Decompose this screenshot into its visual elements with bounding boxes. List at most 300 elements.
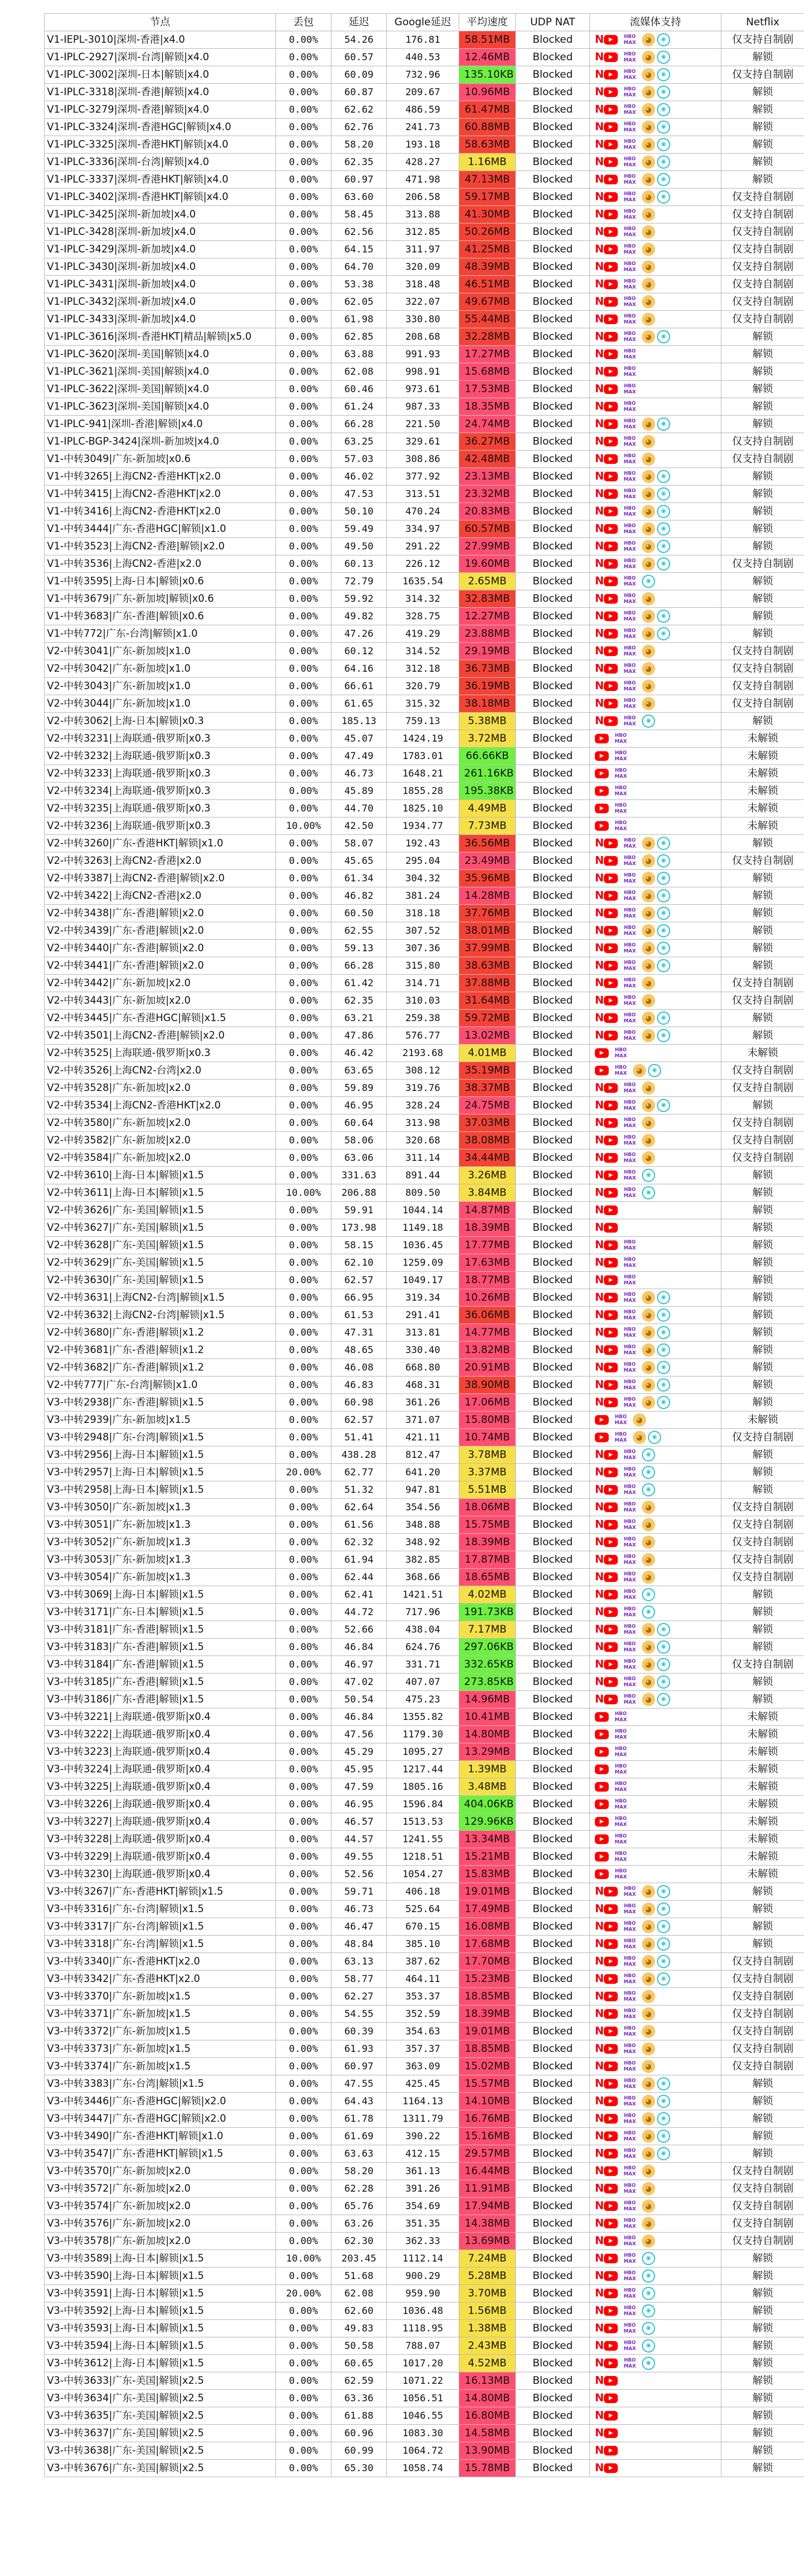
youtube-icon: ▶: [604, 314, 618, 324]
cell-streaming: [590, 1045, 721, 1062]
table-row: [45, 1534, 804, 1551]
table-row: [45, 451, 804, 468]
cell-netflix: 解锁: [721, 136, 804, 154]
bahamut-icon: ◕: [642, 1675, 655, 1689]
hbo-max-icon: HBO MAX: [623, 139, 636, 150]
hbo-max-icon: HBO MAX: [623, 278, 636, 290]
bilibili-icon: ◉: [657, 173, 670, 186]
cell-udp-nat: Blocked: [516, 643, 590, 660]
cell-loss: 0.00%: [276, 1656, 331, 1674]
bahamut-icon: ◕: [642, 487, 655, 501]
cell-avg-speed: 7.24MB: [459, 2250, 516, 2268]
netflix-icon: N: [595, 2130, 605, 2142]
cell-avg-speed: 29.19MB: [459, 643, 516, 660]
netflix-icon: N: [595, 2217, 605, 2230]
table-row: [45, 1446, 804, 1464]
cell-loss: 0.00%: [276, 2355, 331, 2372]
cell-google-latency: 438.04: [387, 1621, 459, 1639]
cell-loss: 0.00%: [276, 905, 331, 922]
cell-udp-nat: Blocked: [516, 189, 590, 206]
hbo-max-icon: HBO MAX: [614, 1711, 627, 1722]
netflix-icon: N: [595, 837, 605, 849]
netflix-icon: N: [595, 2147, 605, 2160]
bahamut-icon: ◕: [642, 1501, 655, 1514]
cell-netflix: 解锁: [721, 2110, 804, 2128]
table-row: [45, 1586, 804, 1604]
cell-google-latency: 313.51: [387, 486, 459, 503]
hbo-max-icon: HBO MAX: [623, 907, 636, 919]
cell-node: V3-中转3228|上海联通-俄罗斯|x0.4: [45, 1831, 276, 1848]
cell-loss: 0.00%: [276, 765, 331, 783]
bilibili-icon: ◉: [657, 155, 670, 169]
cell-streaming: [590, 2128, 721, 2145]
cell-avg-speed: 135.10KB: [459, 66, 516, 84]
cell-streaming: [590, 1167, 721, 1184]
cell-google-latency: 1825.10: [387, 800, 459, 818]
cell-google-latency: 209.67: [387, 84, 459, 101]
cell-loss: 0.00%: [276, 870, 331, 887]
cell-avg-speed: 38.08MB: [459, 1132, 516, 1149]
cell-latency: 58.20: [331, 2163, 387, 2180]
bahamut-icon: ◕: [642, 854, 655, 868]
cell-udp-nat: Blocked: [516, 2163, 590, 2180]
cell-loss: 0.00%: [276, 713, 331, 730]
cell-avg-speed: 332.65KB: [459, 1656, 516, 1674]
cell-netflix: 仅支持自制剧: [721, 258, 804, 276]
cell-node: V3-中转3225|上海联通-俄罗斯|x0.4: [45, 1778, 276, 1796]
youtube-icon: ▶: [604, 1240, 618, 1250]
cell-node: V2-中转3680|广东-香港|解锁|x1.2: [45, 1324, 276, 1342]
cell-streaming: [590, 1446, 721, 1464]
youtube-icon: ▶: [604, 978, 618, 988]
table-row: [45, 1359, 804, 1377]
cell-netflix: 解锁: [721, 835, 804, 852]
bahamut-icon: ◕: [642, 924, 655, 937]
cell-node: V1-IPLC-3002|深圳-日本|解锁|x4.0: [45, 66, 276, 84]
cell-google-latency: 973.61: [387, 381, 459, 398]
cell-node: V2-中转3236|上海联通-俄罗斯|x0.3: [45, 818, 276, 835]
cell-udp-nat: Blocked: [516, 1114, 590, 1132]
youtube-icon: ▶: [595, 804, 609, 813]
cell-avg-speed: 36.56MB: [459, 835, 516, 852]
youtube-icon: ▶: [604, 2446, 618, 2456]
cell-netflix: 解锁: [721, 905, 804, 922]
cell-avg-speed: 129.96KB: [459, 1813, 516, 1831]
cell-google-latency: 308.12: [387, 1062, 459, 1080]
cell-node: V3-中转3183|广东-香港|解锁|x1.5: [45, 1639, 276, 1656]
netflix-icon: N: [595, 1658, 605, 1671]
hbo-max-icon: HBO MAX: [623, 86, 636, 98]
cell-loss: 0.00%: [276, 2040, 331, 2058]
cell-udp-nat: Blocked: [516, 293, 590, 311]
cell-loss: 0.00%: [276, 1289, 331, 1307]
cell-udp-nat: Blocked: [516, 783, 590, 800]
cell-udp-nat: Blocked: [516, 2268, 590, 2285]
cell-streaming: [590, 1010, 721, 1027]
netflix-icon: N: [595, 1972, 605, 1985]
netflix-icon: N: [595, 1553, 605, 1566]
netflix-icon: N: [595, 1501, 605, 1513]
cell-loss: 0.00%: [276, 363, 331, 381]
bahamut-icon: ◕: [642, 1902, 655, 1916]
cell-loss: 0.00%: [276, 258, 331, 276]
youtube-icon: ▶: [604, 245, 618, 254]
cell-node: V3-中转3371|广东-新加坡|x1.5: [45, 2005, 276, 2023]
cell-avg-speed: 17.06MB: [459, 1394, 516, 1411]
cell-loss: 0.00%: [276, 992, 331, 1010]
cell-node: V3-中转3051|广东-新加坡|x1.3: [45, 1516, 276, 1534]
bilibili-icon: ◉: [657, 837, 670, 850]
netflix-icon: N: [595, 2392, 605, 2404]
cell-netflix: 解锁: [721, 1324, 804, 1342]
hbo-max-icon: HBO MAX: [623, 488, 636, 499]
cell-latency: 54.26: [331, 31, 387, 49]
cell-google-latency: 382.85: [387, 1551, 459, 1569]
cell-latency: 61.94: [331, 1551, 387, 1569]
cell-netflix: 解锁: [721, 2268, 804, 2285]
table-row: [45, 1516, 804, 1534]
cell-latency: 64.16: [331, 660, 387, 678]
bahamut-icon: ◕: [642, 697, 655, 710]
cell-avg-speed: 18.39MB: [459, 2005, 516, 2023]
cell-google-latency: 307.52: [387, 922, 459, 940]
cell-latency: 63.06: [331, 1149, 387, 1167]
hbo-max-icon: HBO MAX: [623, 313, 636, 325]
cell-netflix: 解锁: [721, 2128, 804, 2145]
cell-loss: 0.00%: [276, 1586, 331, 1604]
youtube-icon: ▶: [604, 2463, 618, 2473]
table-row: [45, 1202, 804, 1219]
cell-google-latency: 1083.30: [387, 2425, 459, 2442]
cell-streaming: [590, 2005, 721, 2023]
netflix-icon: N: [595, 592, 605, 605]
cell-avg-speed: 55.44MB: [459, 311, 516, 328]
cell-loss: 0.00%: [276, 1080, 331, 1097]
cell-streaming: [590, 363, 721, 381]
cell-streaming: [590, 2110, 721, 2128]
cell-streaming: [590, 835, 721, 852]
cell-latency: 52.66: [331, 1621, 387, 1639]
bahamut-icon: ◕: [642, 470, 655, 483]
cell-loss: 0.00%: [276, 1639, 331, 1656]
cell-netflix: 仅支持自制剧: [721, 1080, 804, 1097]
cell-avg-speed: 60.88MB: [459, 119, 516, 136]
cell-google-latency: 1095.27: [387, 1743, 459, 1761]
hbo-max-icon: HBO MAX: [623, 208, 636, 220]
table-row: [45, 2407, 804, 2425]
youtube-icon: ▶: [604, 1537, 618, 1547]
table-row: [45, 1569, 804, 1586]
cell-google-latency: 412.15: [387, 2145, 459, 2163]
cell-loss: 0.00%: [276, 1918, 331, 1936]
cell-google-latency: 348.88: [387, 1516, 459, 1534]
table-row: [45, 940, 804, 957]
netflix-icon: N: [595, 260, 605, 273]
hbo-max-icon: HBO MAX: [623, 1484, 636, 1495]
cell-latency: 47.31: [331, 1324, 387, 1342]
youtube-icon: ▶: [595, 769, 609, 778]
cell-avg-speed: 17.70MB: [459, 1953, 516, 1971]
cell-loss: 0.00%: [276, 328, 331, 346]
cell-udp-nat: Blocked: [516, 1377, 590, 1394]
youtube-icon: ▶: [604, 1363, 618, 1372]
cell-google-latency: 668.80: [387, 1359, 459, 1377]
cell-node: V3-中转3372|广东-新加坡|x1.5: [45, 2023, 276, 2040]
bahamut-icon: ◕: [642, 260, 655, 274]
cell-google-latency: 1635.54: [387, 573, 459, 590]
youtube-icon: ▶: [604, 175, 618, 184]
hbo-max-icon: HBO MAX: [623, 2095, 636, 2107]
cell-streaming: [590, 1272, 721, 1289]
cell-udp-nat: Blocked: [516, 1813, 590, 1831]
youtube-icon: ▶: [595, 1712, 609, 1722]
cell-streaming: [590, 852, 721, 870]
hbo-max-icon: HBO MAX: [623, 960, 636, 971]
cell-latency: 45.65: [331, 852, 387, 870]
youtube-icon: ▶: [604, 2376, 618, 2386]
cell-udp-nat: Blocked: [516, 1988, 590, 2005]
cell-netflix: 解锁: [721, 1481, 804, 1499]
cell-udp-nat: Blocked: [516, 1936, 590, 1953]
cell-google-latency: 987.33: [387, 398, 459, 416]
cell-latency: 59.92: [331, 590, 387, 608]
hbo-max-icon: HBO MAX: [614, 1047, 627, 1058]
netflix-icon: N: [595, 1134, 605, 1146]
hbo-max-icon: HBO MAX: [623, 2008, 636, 2019]
cell-google-latency: 320.79: [387, 678, 459, 695]
bahamut-icon: ◕: [642, 2199, 655, 2213]
hbo-max-icon: HBO MAX: [623, 383, 636, 395]
hbo-max-icon: HBO MAX: [623, 243, 636, 255]
cell-streaming: [590, 957, 721, 975]
cell-netflix: 解锁: [721, 1691, 804, 1708]
cell-loss: 0.00%: [276, 398, 331, 416]
cell-streaming: [590, 1132, 721, 1149]
table-row: [45, 1289, 804, 1307]
cell-latency: 62.32: [331, 1534, 387, 1551]
bahamut-icon: ◕: [642, 208, 655, 221]
bilibili-icon: ◉: [642, 1588, 655, 1601]
bahamut-icon: ◕: [642, 295, 655, 308]
netflix-icon: N: [595, 1518, 605, 1531]
table-row: [45, 416, 804, 433]
cell-latency: 47.49: [331, 748, 387, 765]
cell-latency: 49.50: [331, 538, 387, 555]
bahamut-icon: ◕: [642, 2112, 655, 2125]
cell-streaming: [590, 608, 721, 625]
cell-loss: 0.00%: [276, 293, 331, 311]
cell-loss: 0.00%: [276, 101, 331, 119]
youtube-icon: ▶: [604, 2184, 618, 2193]
netflix-icon: N: [595, 120, 605, 133]
cell-loss: 0.00%: [276, 84, 331, 101]
cell-google-latency: 1424.19: [387, 730, 459, 748]
cell-node: V2-中转3043|广东-新加坡|x1.0: [45, 678, 276, 695]
cell-google-latency: 1179.30: [387, 1726, 459, 1743]
cell-streaming: [590, 1027, 721, 1045]
cell-loss: 0.00%: [276, 1778, 331, 1796]
cell-loss: 0.00%: [276, 346, 331, 363]
hbo-max-icon: HBO MAX: [623, 1327, 636, 1338]
table-row: [45, 49, 804, 66]
hbo-max-icon: HBO MAX: [614, 1431, 627, 1443]
cell-google-latency: 357.37: [387, 2040, 459, 2058]
cell-udp-nat: Blocked: [516, 1499, 590, 1516]
cell-streaming: [590, 1080, 721, 1097]
table-row: [45, 800, 804, 818]
youtube-icon: ▶: [604, 1380, 618, 1390]
cell-netflix: 未解锁: [721, 783, 804, 800]
cell-loss: 20.00%: [276, 1464, 331, 1481]
bahamut-icon: ◕: [642, 190, 655, 204]
bahamut-icon: ◕: [642, 2007, 655, 2021]
youtube-icon: ▶: [604, 2393, 618, 2403]
cell-streaming: [590, 1394, 721, 1411]
cell-avg-speed: 16.08MB: [459, 1918, 516, 1936]
cell-latency: 72.79: [331, 573, 387, 590]
cell-streaming: [590, 660, 721, 678]
cell-netflix: 仅支持自制剧: [721, 2163, 804, 2180]
bilibili-icon: ◉: [657, 854, 670, 868]
cell-udp-nat: Blocked: [516, 2180, 590, 2198]
hbo-max-icon: HBO MAX: [623, 1903, 636, 1915]
hbo-max-icon: HBO MAX: [623, 2340, 636, 2351]
cell-udp-nat: Blocked: [516, 66, 590, 84]
youtube-icon: ▶: [604, 367, 618, 377]
cell-udp-nat: Blocked: [516, 2425, 590, 2442]
cell-google-latency: 351.35: [387, 2215, 459, 2233]
youtube-icon: ▶: [604, 489, 618, 499]
hbo-max-icon: HBO MAX: [623, 2183, 636, 2194]
cell-loss: 0.00%: [276, 2268, 331, 2285]
cell-avg-speed: 4.52MB: [459, 2355, 516, 2372]
youtube-icon: ▶: [604, 1258, 618, 1268]
cell-netflix: 解锁: [721, 398, 804, 416]
youtube-icon: ▶: [604, 2027, 618, 2036]
bahamut-icon: ◕: [642, 592, 655, 605]
header-node: 节点: [45, 14, 276, 31]
cell-udp-nat: Blocked: [516, 1394, 590, 1411]
cell-avg-speed: 41.25MB: [459, 241, 516, 258]
cell-streaming: [590, 2337, 721, 2355]
cell-streaming: [590, 1621, 721, 1639]
cell-google-latency: 206.58: [387, 189, 459, 206]
cell-streaming: [590, 783, 721, 800]
cell-latency: 62.77: [331, 1464, 387, 1481]
cell-google-latency: 387.62: [387, 1953, 459, 1971]
bilibili-icon: ◉: [657, 2147, 670, 2160]
cell-avg-speed: 273.85KB: [459, 1674, 516, 1691]
cell-streaming: [590, 1202, 721, 1219]
netflix-icon: N: [595, 435, 605, 448]
hbo-max-icon: HBO MAX: [623, 226, 636, 237]
bahamut-icon: ◕: [642, 2217, 655, 2230]
cell-google-latency: 421.11: [387, 1429, 459, 1446]
cell-avg-speed: 50.26MB: [459, 224, 516, 241]
hbo-max-icon: HBO MAX: [623, 174, 636, 185]
bilibili-icon: ◉: [657, 1343, 670, 1357]
cell-node: V1-IPLC-3622|深圳-美国|解锁|x4.0: [45, 381, 276, 398]
cell-node: V2-中转3626|广东-美国|解锁|x1.5: [45, 1202, 276, 1219]
cell-streaming: [590, 1324, 721, 1342]
netflix-icon: N: [595, 854, 605, 867]
table-row: [45, 1219, 804, 1237]
cell-netflix: 解锁: [721, 922, 804, 940]
hbo-max-icon: HBO MAX: [623, 1554, 636, 1565]
cell-latency: 62.35: [331, 154, 387, 171]
hbo-max-icon: HBO MAX: [623, 1117, 636, 1128]
cell-latency: 44.57: [331, 1831, 387, 1848]
cell-node: V3-中转3578|广东-新加坡|x2.0: [45, 2233, 276, 2250]
cell-netflix: 解锁: [721, 870, 804, 887]
youtube-icon: ▶: [604, 332, 618, 342]
cell-streaming: [590, 1377, 721, 1394]
cell-udp-nat: Blocked: [516, 1534, 590, 1551]
cell-streaming: [590, 224, 721, 241]
cell-netflix: 解锁: [721, 2390, 804, 2407]
cell-netflix: 解锁: [721, 1272, 804, 1289]
netflix-icon: N: [595, 330, 605, 343]
cell-streaming: [590, 2058, 721, 2075]
cell-loss: 20.00%: [276, 2285, 331, 2302]
cell-latency: 60.50: [331, 905, 387, 922]
cell-streaming: [590, 1639, 721, 1656]
table-row: [45, 1324, 804, 1342]
cell-google-latency: 291.41: [387, 1307, 459, 1324]
cell-udp-nat: Blocked: [516, 730, 590, 748]
cell-udp-nat: Blocked: [516, 1656, 590, 1674]
cell-loss: 0.00%: [276, 643, 331, 660]
cell-loss: 0.00%: [276, 1202, 331, 1219]
cell-loss: 0.00%: [276, 1307, 331, 1324]
bahamut-icon: ◕: [642, 1885, 655, 1898]
cell-avg-speed: 38.90MB: [459, 1377, 516, 1394]
cell-udp-nat: Blocked: [516, 1149, 590, 1167]
bahamut-icon: ◕: [642, 889, 655, 902]
cell-avg-speed: 37.03MB: [459, 1114, 516, 1132]
cell-node: V2-中转3232|上海联通-俄罗斯|x0.3: [45, 748, 276, 765]
table-row: [45, 2040, 804, 2058]
hbo-max-icon: HBO MAX: [623, 2270, 636, 2281]
cell-netflix: 解锁: [721, 590, 804, 608]
cell-netflix: 仅支持自制剧: [721, 241, 804, 258]
hbo-max-icon: HBO MAX: [623, 401, 636, 412]
table-row: [45, 189, 804, 206]
cell-loss: 0.00%: [276, 1446, 331, 1464]
cell-loss: 0.00%: [276, 2233, 331, 2250]
youtube-icon: ▶: [595, 1782, 609, 1792]
cell-google-latency: 259.38: [387, 1010, 459, 1027]
cell-loss: 0.00%: [276, 887, 331, 905]
youtube-icon: ▶: [595, 1834, 609, 1844]
cell-latency: 44.70: [331, 800, 387, 818]
cell-google-latency: 407.07: [387, 1674, 459, 1691]
cell-udp-nat: Blocked: [516, 887, 590, 905]
bahamut-icon: ◕: [642, 1361, 655, 1374]
cell-loss: 0.00%: [276, 1988, 331, 2005]
bahamut-icon: ◕: [642, 1553, 655, 1566]
cell-netflix: 解锁: [721, 328, 804, 346]
cell-loss: 0.00%: [276, 2337, 331, 2355]
bahamut-icon: ◕: [642, 2095, 655, 2108]
cell-node: V1-IPLC-3623|深圳-美国|解锁|x4.0: [45, 398, 276, 416]
cell-avg-speed: 47.13MB: [459, 171, 516, 189]
youtube-icon: ▶: [604, 402, 618, 411]
youtube-icon: ▶: [595, 1048, 609, 1058]
youtube-icon: ▶: [604, 1275, 618, 1285]
cell-netflix: 解锁: [721, 1254, 804, 1272]
cell-udp-nat: Blocked: [516, 922, 590, 940]
